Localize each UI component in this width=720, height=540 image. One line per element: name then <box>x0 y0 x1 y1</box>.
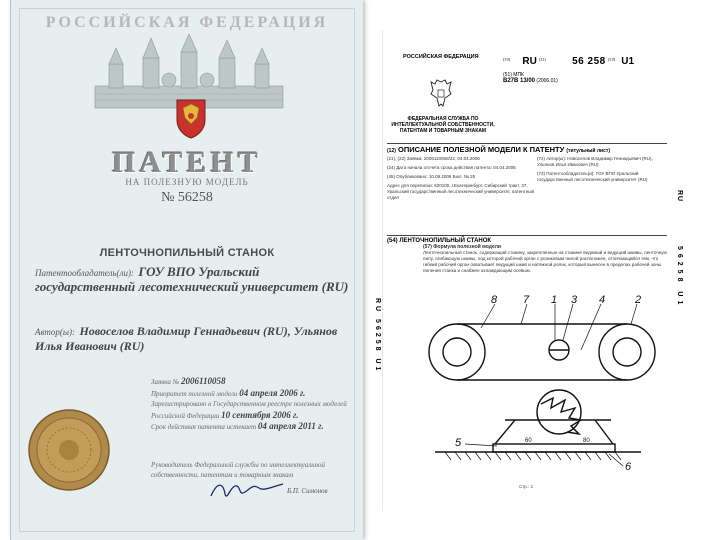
priority-line: Приоритет полезной модели 04 апреля 2006 г. <box>151 387 306 398</box>
side-country-code: RU <box>676 190 683 203</box>
head-title: Руководитель Федеральной службы по интеллектуальной собственности, патентам и товарным знакам <box>151 461 325 479</box>
drawing-label-6: 6 <box>625 461 632 472</box>
owner-value: ГОУ ВПО Уральский государственный лесотехнический университет (RU) <box>35 264 349 294</box>
bandsaw-drawing <box>405 294 671 472</box>
dimension-label-1: 60 <box>525 438 532 444</box>
ipc-block: (51) МПК B27B 13/00 (2006.01) <box>503 72 558 84</box>
coat-of-arms-icon <box>173 96 209 140</box>
claim-text: (57) Формула полезной модели Ленточнопильный станок, содержащий станину, закрепленные на станине ведомый и ведущий шкивы, ленточную пилу, огибающую шкивы, под которой рабочий орган с роликовым пилой расположен, отличающийся тем, что гибкий рабочий орган охватывает ведущий шкив и натяжной ролик, который вынесен в пределах рабочей зоны пиления станка и снабжен охлаждающим осевым. <box>423 244 667 273</box>
country-code: RU <box>522 56 537 67</box>
patent-description-page <box>374 30 687 510</box>
authors-value: Новоселов Владимир Геннадьевич (RU), Ульянов Илья Иванович (RU) <box>35 324 338 353</box>
page-footer: Стр.: 1 <box>519 484 534 489</box>
patent-office-name: ФЕДЕРАЛЬНАЯ СЛУЖБА ПО ИНТЕЛЛЕКТУАЛЬНОЙ СОБСТВЕННОСТИ, ПАТЕНТАМ И ТОВАРНЫМ ЗНАКАМ <box>391 116 495 134</box>
certificate-header: РОССИЙСКАЯ ФЕДЕРАЦИЯ <box>45 14 329 31</box>
patent-certificate <box>10 0 363 540</box>
patent-subtitle: НА ПОЛЕЗНУЮ МОДЕЛЬ <box>125 177 249 187</box>
patent-title: ПАТЕНТ <box>112 146 262 179</box>
gold-seal-icon <box>27 408 111 492</box>
drawing-label-7: 7 <box>523 294 530 306</box>
drawing-label-4: 4 <box>599 294 606 306</box>
double-headed-eagle-icon <box>429 78 453 108</box>
head-name: Б.П. Симонов <box>287 487 328 495</box>
invention-name: ЛЕНТОЧНОПИЛЬНЫЙ СТАНОК <box>99 247 275 259</box>
validity-line: Срок действия патента истекает 04 апреля 2011 г. <box>151 421 324 431</box>
dimension-label-2: 80 <box>583 438 590 444</box>
side-patent-number: 56258 U1 <box>676 246 683 309</box>
description-title: (12) ОПИСАНИЕ ПОЛЕЗНОЙ МОДЕЛИ К ПАТЕНТУ (титульный лист) <box>387 143 667 154</box>
patent-number: № 56258 <box>161 190 213 205</box>
drawing-label-2: 2 <box>635 294 642 306</box>
registered-line: Зарегистрировано в Государственном реестре полезных моделей Российской Федерации 10 сентября 2006 г. <box>151 400 347 420</box>
drawing-label-3: 3 <box>571 294 578 306</box>
utility-model-name: (54) ЛЕНТОЧНОПИЛЬНЫЙ СТАНОК <box>387 235 667 244</box>
kind-code: U1 <box>621 56 635 67</box>
patent-code-line: $^{(19)}$ RU $^{(11)}$ 56 258 $^{(13)}$ U1 <box>503 56 635 67</box>
country-header: РОССИЙСКАЯ ФЕДЕРАЦИЯ <box>403 54 479 60</box>
drawing-label-5: 5 <box>455 437 462 449</box>
drawing-label-1: 1 <box>551 294 558 306</box>
owner-label: Патентообладатель(ли): <box>35 268 134 278</box>
left-side-code: RU 56258 U1 <box>374 298 381 374</box>
owner-block <box>35 265 353 294</box>
signature-icon <box>207 478 287 504</box>
authors-block <box>35 324 353 353</box>
drawing-label-8: 8 <box>491 294 498 306</box>
authors-label: Автор(ы): <box>35 327 75 337</box>
bibliographic-right: (72) Автор(ы): Новоселов Владимир Геннадьевич (RU), Ульянов Илья Иванович (RU) (73) Патентообладатель(и): ГОУ ВПО Уральский государственный лесотехнический университет (RU) <box>537 156 653 182</box>
description-patent-number: 56 258 <box>572 56 606 67</box>
registration-block <box>151 376 361 433</box>
bibliographic-left: (21), (22) Заявка: 2006110058/22, 04.04.2006 (24) Дата начала отсчета срока действия патента: 04.04.2006 (45) Опубликовано: 10.09.2006 Бюл. № 25 Адрес для переписки: 620100, г.Екатеринбург, Сибирский тракт, 37, Уральский государственный лесотехнический университет, патентный отдел <box>387 156 535 200</box>
application-line: Заявка № 2006110058 <box>151 376 226 386</box>
